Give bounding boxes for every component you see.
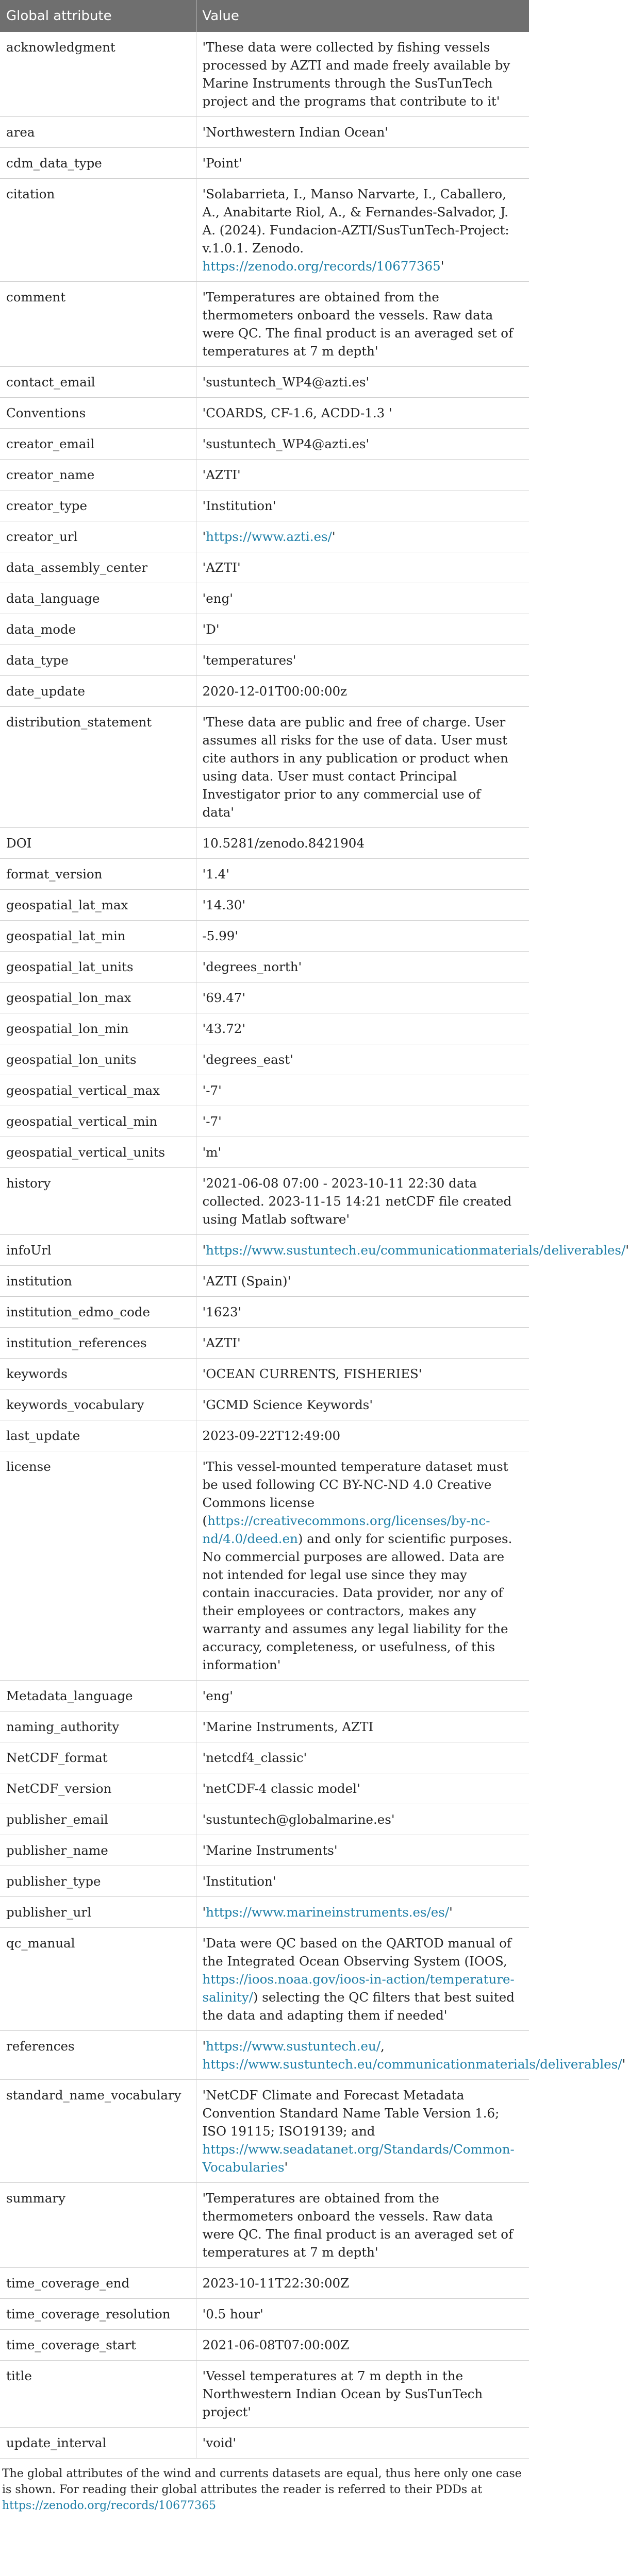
attribute-name: naming_authority [0, 1711, 196, 1742]
attribute-value [196, 2299, 529, 2330]
table-row [0, 1804, 529, 1835]
attribute-name: NetCDF_format [0, 1742, 196, 1773]
attribute-name: time_coverage_resolution [0, 2299, 196, 2330]
header-value: Value [196, 0, 529, 32]
attribute-value [196, 1804, 529, 1835]
value-text: 10.5281/zenodo.8421904 [202, 836, 365, 851]
attribute-name: update_interval [0, 2428, 196, 2459]
table-row [0, 982, 529, 1013]
attribute-value [196, 179, 529, 282]
attribute-name: creator_email [0, 429, 196, 460]
attribute-name: comment [0, 282, 196, 367]
value-link[interactable]: https://www.sustuntech.eu/communicationmaterials/deliverables/ [202, 2057, 622, 2072]
value-text: 'D' [202, 622, 220, 637]
value-text: 'sustuntech@globalmarine.es' [202, 1812, 395, 1827]
attribute-name: publisher_email [0, 1804, 196, 1835]
attribute-value [196, 1835, 529, 1866]
table-row [0, 2428, 529, 2459]
table-row [0, 1235, 529, 1266]
attribute-name: geospatial_lon_max [0, 982, 196, 1013]
attribute-name: institution_references [0, 1328, 196, 1359]
value-text: '0.5 hour' [202, 2307, 263, 2321]
attribute-name: Conventions [0, 398, 196, 429]
attribute-value [196, 1897, 529, 1928]
table-footnote [0, 2459, 529, 2514]
table-row [0, 1328, 529, 1359]
value-text: ' [284, 2160, 288, 2175]
table-row [0, 2361, 529, 2428]
table-row [0, 2299, 529, 2330]
attribute-value [196, 921, 529, 952]
value-text: ' [625, 1243, 629, 1258]
value-text: 'Institution' [202, 1874, 276, 1889]
header-global-attribute: Global attribute [0, 0, 196, 32]
value-text: 2021-06-08T07:00:00Z [202, 2337, 350, 2352]
attribute-name: geospatial_lon_min [0, 1013, 196, 1044]
attribute-value [196, 707, 529, 828]
value-text: 'AZTI' [202, 467, 241, 482]
attribute-value [196, 2183, 529, 2268]
value-text: 'Marine Instruments, AZTI [202, 1719, 374, 1734]
attribute-value [196, 614, 529, 645]
table-row [0, 2080, 529, 2183]
attribute-name: creator_name [0, 460, 196, 490]
attribute-value [196, 676, 529, 707]
attribute-name: area [0, 117, 196, 148]
value-link[interactable]: https://www.sustuntech.eu/communicationmaterials/deliverables/ [206, 1243, 626, 1258]
attribute-name: time_coverage_start [0, 2330, 196, 2361]
value-text: 'sustuntech_WP4@azti.es' [202, 375, 370, 389]
table-body [0, 32, 629, 2459]
attribute-value [196, 952, 529, 982]
value-text: '-7' [202, 1083, 222, 1098]
attribute-value [196, 552, 529, 583]
attribute-value [196, 521, 529, 552]
attribute-name: Metadata_language [0, 1681, 196, 1711]
value-text: '2021-06-08 07:00 - 2023-10-11 22:30 data collected. 2023-11-15 14:21 netCDF file created using Matlab software' [202, 1176, 512, 1227]
value-text: 'Point' [202, 156, 242, 171]
table-row [0, 1451, 529, 1681]
value-text: 'OCEAN CURRENTS, FISHERIES' [202, 1366, 422, 1381]
attribute-name: geospatial_vertical_units [0, 1137, 196, 1168]
value-link[interactable]: https://www.sustuntech.eu/ [206, 2039, 381, 2054]
table-row [0, 645, 529, 676]
attribute-value [196, 2268, 529, 2299]
attribute-name: license [0, 1451, 196, 1681]
table-header [0, 0, 529, 32]
table-row [0, 707, 529, 828]
table-row [0, 1297, 529, 1328]
value-text: '14.30' [202, 897, 246, 912]
attribute-value [196, 1137, 529, 1168]
attribute-name: keywords_vocabulary [0, 1389, 196, 1420]
attribute-name: last_update [0, 1420, 196, 1451]
attribute-value [196, 2031, 626, 2080]
value-link[interactable]: https://ioos.noaa.gov/ioos-in-action/temperature-salinity/ [202, 1972, 515, 2005]
attribute-value [196, 148, 529, 179]
value-link[interactable]: https://zenodo.org/records/10677365 [202, 259, 441, 274]
attribute-value [196, 398, 529, 429]
attribute-name: data_type [0, 645, 196, 676]
value-text: 'Institution' [202, 498, 276, 513]
value-text: ) and only for scientific purposes. No commercial purposes are allowed. Data are not intended for legal use since they may contain inaccuracies. Data provider, nor any of their employees or contractors, makes any warranty and assumes any legal liability for the accuracy, completeness, or usefulness, of this information' [202, 1531, 512, 1672]
value-text: 'Temperatures are obtained from the thermometers onboard the vessels. Raw data were QC. The final product is an averaged set of temperatures at 7 m depth' [202, 290, 514, 359]
value-text: '1623' [202, 1304, 242, 1319]
table-row [0, 148, 529, 179]
value-text: ' [202, 2039, 206, 2054]
attribute-name: geospatial_vertical_max [0, 1075, 196, 1106]
table-row [0, 490, 529, 521]
table-row [0, 521, 529, 552]
attribute-value [196, 1711, 529, 1742]
attribute-name: standard_name_vocabulary [0, 2080, 196, 2183]
value-text: 'AZTI' [202, 560, 241, 575]
value-text: 'm' [202, 1145, 222, 1160]
attribute-value [196, 1106, 529, 1137]
attribute-name: publisher_type [0, 1866, 196, 1897]
value-text: 'sustuntech_WP4@azti.es' [202, 436, 370, 451]
attribute-name: citation [0, 179, 196, 282]
attribute-value [196, 1773, 529, 1804]
table-row [0, 1137, 529, 1168]
attribute-name: acknowledgment [0, 32, 196, 117]
table-row [0, 2183, 529, 2268]
value-text: 'Temperatures are obtained from the thermometers onboard the vessels. Raw data were QC. The final product is an averaged set of temperatures at 7 m depth' [202, 2191, 514, 2260]
value-text: 'These data are public and free of charge. User assumes all risks for the use of data. User must cite authors in any publication or product when using data. User must contact Principal Investigator prior to any commercial use of data' [202, 715, 508, 820]
table-row [0, 1928, 529, 2031]
value-text: 'void' [202, 2435, 237, 2450]
attribute-name: distribution_statement [0, 707, 196, 828]
attribute-name: time_coverage_end [0, 2268, 196, 2299]
attribute-name: data_language [0, 583, 196, 614]
attribute-name: title [0, 2361, 196, 2428]
value-text: ' [332, 529, 336, 544]
table-row [0, 1681, 529, 1711]
value-text: 'Data were QC based on the QARTOD manual of the Integrated Ocean Observing System (IOOS, [202, 1936, 511, 1969]
attribute-name: cdm_data_type [0, 148, 196, 179]
attribute-value [196, 645, 529, 676]
attribute-value [196, 1013, 529, 1044]
table-row [0, 921, 529, 952]
attribute-value [196, 2361, 529, 2428]
attribute-value [196, 1389, 529, 1420]
value-text: 'This vessel-mounted temperature dataset must be used following CC BY-NC-ND 4.0 Creative Commons license ( [202, 1459, 508, 1528]
attribute-name: qc_manual [0, 1928, 196, 2031]
value-text: ' [202, 1243, 206, 1258]
table-row [0, 828, 529, 859]
attribute-value [196, 1235, 629, 1266]
attribute-name: DOI [0, 828, 196, 859]
table-row [0, 1773, 529, 1804]
attribute-name: institution [0, 1266, 196, 1297]
table-row [0, 2330, 529, 2361]
attribute-value [196, 1168, 529, 1235]
attribute-name: creator_url [0, 521, 196, 552]
table-row [0, 1897, 529, 1928]
value-text: 'AZTI (Spain)' [202, 1274, 291, 1289]
attribute-value [196, 1681, 529, 1711]
attribute-value [196, 117, 529, 148]
value-text: '-7' [202, 1114, 222, 1129]
attribute-name: geospatial_lat_max [0, 890, 196, 921]
attribute-name: history [0, 1168, 196, 1235]
attribute-value [196, 490, 529, 521]
table-row [0, 1711, 529, 1742]
value-text: ) selecting the QC filters that best suited the data and adapting them if needed' [202, 1990, 515, 2023]
attribute-value [196, 1420, 529, 1451]
value-text: 2020-12-01T00:00:00z [202, 684, 347, 699]
table-row [0, 179, 529, 282]
attribute-value [196, 32, 529, 117]
value-text: ' [622, 2057, 626, 2072]
attribute-name: institution_edmo_code [0, 1297, 196, 1328]
value-link[interactable]: https://www.seadatanet.org/Standards/Common-Vocabularies [202, 2142, 515, 2175]
table-row [0, 952, 529, 982]
attribute-value [196, 460, 529, 490]
table-row [0, 32, 529, 117]
attribute-value [196, 1075, 529, 1106]
value-text: '1.4' [202, 867, 229, 882]
value-text: 'eng' [202, 1688, 233, 1703]
table-row [0, 614, 529, 645]
attribute-name: geospatial_lon_units [0, 1044, 196, 1075]
table-row [0, 117, 529, 148]
attribute-name: infoUrl [0, 1235, 196, 1266]
table-row [0, 1168, 529, 1235]
table-row [0, 1835, 529, 1866]
attribute-value [196, 282, 529, 367]
attribute-value [196, 1266, 529, 1297]
table-row [0, 282, 529, 367]
value-text: 'Northwestern Indian Ocean' [202, 125, 389, 140]
value-text: 'degrees_north' [202, 959, 302, 974]
footnote-text: The global attributes of the wind and currents datasets are equal, thus here only one case is shown. For reading their global attributes the reader is referred to their PDDs at [2, 2467, 522, 2496]
value-text: -5.99' [202, 928, 239, 943]
value-text: 2023-09-22T12:49:00 [202, 1428, 341, 1443]
table-row [0, 398, 529, 429]
table-row [0, 890, 529, 921]
value-link[interactable]: https://creativecommons.org/licenses/by-nc-nd/4.0/deed.en [202, 1513, 490, 1546]
attribute-value [196, 1328, 529, 1359]
attribute-value [196, 2428, 529, 2459]
value-link[interactable]: https://www.azti.es/ [206, 529, 332, 544]
value-text: 'temperatures' [202, 653, 296, 668]
attribute-name: NetCDF_version [0, 1773, 196, 1804]
table-row [0, 2031, 529, 2080]
attribute-value [196, 859, 529, 890]
attribute-name: geospatial_lat_units [0, 952, 196, 982]
table-row [0, 1389, 529, 1420]
attribute-value [196, 583, 529, 614]
attribute-name: publisher_name [0, 1835, 196, 1866]
value-text: 'eng' [202, 591, 233, 606]
table-row [0, 1106, 529, 1137]
value-text: , [380, 2039, 385, 2054]
value-text: 'NetCDF Climate and Forecast Metadata Convention Standard Name Table Version 1.6; ISO 19115; ISO19139; and [202, 2088, 500, 2139]
value-text: ' [202, 1905, 206, 1920]
attribute-value [196, 2080, 529, 2183]
attribute-value [196, 1359, 529, 1389]
value-text: 'netCDF-4 classic model' [202, 1781, 360, 1796]
value-text: 'These data were collected by fishing vessels processed by AZTI and made freely available by Marine Instruments through the SusTunTech project and the programs that contribute to it' [202, 40, 510, 109]
attribute-value [196, 982, 529, 1013]
table-row [0, 1742, 529, 1773]
attribute-name: references [0, 2031, 196, 2080]
attribute-name: geospatial_lat_min [0, 921, 196, 952]
table-row [0, 583, 529, 614]
attribute-value [196, 1928, 529, 2031]
attribute-value [196, 1451, 529, 1681]
table-row [0, 552, 529, 583]
attribute-value [196, 828, 529, 859]
value-text: ' [202, 529, 206, 544]
attribute-value [196, 2330, 529, 2361]
attribute-name: creator_type [0, 490, 196, 521]
value-text: 'Vessel temperatures at 7 m depth in the Northwestern Indian Ocean by SusTunTech project' [202, 2368, 483, 2419]
value-text: '43.72' [202, 1021, 246, 1036]
attribute-value [196, 429, 529, 460]
attribute-value [196, 890, 529, 921]
value-text: 2023-10-11T22:30:00Z [202, 2276, 350, 2291]
attribute-name: publisher_url [0, 1897, 196, 1928]
table-row [0, 859, 529, 890]
table-row [0, 1013, 529, 1044]
value-text: '69.47' [202, 990, 246, 1005]
attribute-name: data_mode [0, 614, 196, 645]
table-row [0, 429, 529, 460]
value-text: ' [440, 259, 444, 274]
value-text: 'Solabarrieta, I., Manso Narvarte, I., Caballero, A., Anabitarte Riol, A., & Fernandes-Salvador, J. A. (2024). Fundacion-AZTI/SusTunTech-Project: v.1.0.1. Zenodo. [202, 187, 509, 256]
table-row [0, 1420, 529, 1451]
attribute-name: date_update [0, 676, 196, 707]
table-row [0, 1044, 529, 1075]
table-row [0, 1866, 529, 1897]
value-text: 'degrees_east' [202, 1052, 293, 1067]
attribute-value [196, 367, 529, 398]
value-text: 'Marine Instruments' [202, 1843, 338, 1858]
attribute-name: format_version [0, 859, 196, 890]
table-row [0, 676, 529, 707]
attribute-value [196, 1297, 529, 1328]
value-text: 'COARDS, CF-1.6, ACDD-1.3 ' [202, 405, 392, 420]
table-row [0, 367, 529, 398]
table-row [0, 1075, 529, 1106]
attribute-name: contact_email [0, 367, 196, 398]
value-text: 'AZTI' [202, 1335, 241, 1350]
footnote-link[interactable]: https://zenodo.org/records/10677365 [2, 2499, 217, 2512]
value-link[interactable]: https://www.marineinstruments.es/es/ [206, 1905, 450, 1920]
table-row [0, 460, 529, 490]
attribute-name: summary [0, 2183, 196, 2268]
attribute-value [196, 1866, 529, 1897]
attribute-value [196, 1742, 529, 1773]
attribute-name: data_assembly_center [0, 552, 196, 583]
value-text: 'GCMD Science Keywords' [202, 1397, 373, 1412]
value-text: ' [449, 1905, 453, 1920]
attribute-name: geospatial_vertical_min [0, 1106, 196, 1137]
attribute-value [196, 1044, 529, 1075]
table-row [0, 2268, 529, 2299]
table-row [0, 1266, 529, 1297]
table-row [0, 1359, 529, 1389]
attribute-name: keywords [0, 1359, 196, 1389]
value-text: 'netcdf4_classic' [202, 1750, 307, 1765]
